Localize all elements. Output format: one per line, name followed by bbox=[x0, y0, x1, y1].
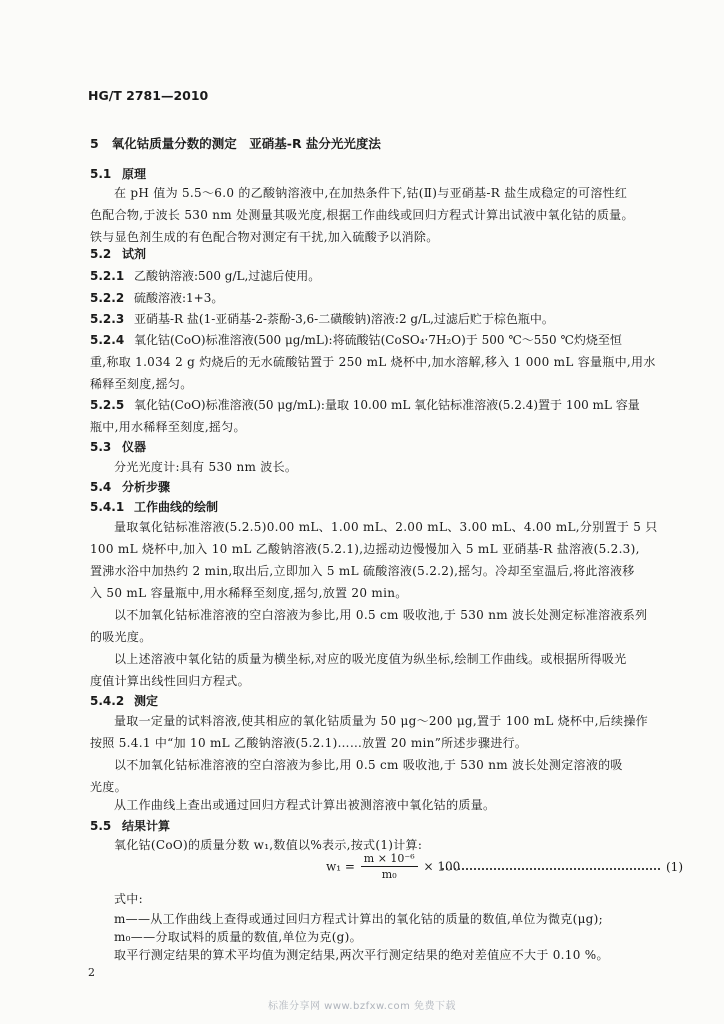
paragraph-line: 的吸光度。 bbox=[90, 630, 152, 644]
section-5-2-heading bbox=[90, 245, 146, 262]
section-5-heading bbox=[90, 134, 381, 152]
paragraph-line: 量取氧化钴标准溶液(5.2.5)0.00 mL、1.00 mL、2.00 mL、3.00 mL、4.00 mL,分别置于 5 只 bbox=[114, 520, 658, 534]
section-title: 工作曲线的绘制 bbox=[134, 500, 219, 514]
paragraph-line: 量取一定量的试料溶液,使其相应的氧化钴质量为 50 μg～200 μg,置于 100 mL 烧杯中,后续操作 bbox=[114, 714, 648, 728]
section-number: 5.2 bbox=[90, 247, 112, 261]
formula-numerator: m × 10⁻⁶ bbox=[361, 852, 418, 867]
item-number: 5.2.5 bbox=[90, 398, 125, 412]
paragraph-line: 光度。 bbox=[90, 780, 127, 794]
formula-fraction bbox=[361, 852, 418, 881]
paragraph-line: 取平行测定结果的算术平均值为测定结果,两次平行测定结果的绝对差值应不大于 0.10 %。 bbox=[114, 948, 609, 962]
paragraph-line: 以不加氧化钴标准溶液的空白溶液为参比,用 0.5 cm 吸收池,于 530 nm 波长处测定溶液的吸 bbox=[114, 758, 623, 772]
section-number: 5.3 bbox=[90, 440, 112, 454]
item-text: 亚硝基-R 盐(1-亚硝基-2-萘酚-3,6-二磺酸钠)溶液:2 g/L,过滤后贮于棕色瓶中。 bbox=[134, 312, 554, 326]
item-number: 5.2.1 bbox=[90, 269, 125, 283]
where-label: 式中: bbox=[114, 892, 143, 906]
paragraph-line: 在 pH 值为 5.5～6.0 的乙酸钠溶液中,在加热条件下,钴(Ⅱ)与亚硝基-R 盐生成稳定的可溶性红 bbox=[114, 186, 628, 200]
formula-rhs: × 100 bbox=[423, 859, 461, 874]
section-number: 5.4.1 bbox=[90, 500, 125, 514]
paragraph-line: 以不加氧化钴标准溶液的空白溶液为参比,用 0.5 cm 吸收池,于 530 nm 波长处测定标准溶液系列 bbox=[114, 608, 648, 622]
reagent-item bbox=[90, 310, 554, 327]
section-title: 原理 bbox=[122, 167, 147, 181]
section-title: 氧化钴质量分数的测定 亚硝基-R 盐分光光度法 bbox=[111, 136, 381, 151]
equation-number: (1) bbox=[666, 860, 683, 874]
paragraph-line: 按照 5.4.1 中“加 10 mL 乙酸钠溶液(5.2.1)……放置 20 min”所述步骤进行。 bbox=[90, 736, 528, 750]
item-text: 氧化钴(CoO)标准溶液(500 μg/mL):将硫酸钴(CoSO₄·7H₂O)于 500 ℃～550 ℃灼烧至恒 bbox=[134, 333, 622, 347]
section-title: 分析步骤 bbox=[122, 480, 171, 494]
paragraph-line: 置沸水浴中加热约 2 min,取出后,立即加入 5 mL 硫酸溶液(5.2.2),摇匀。冷却至室温后,将此溶液移 bbox=[90, 564, 635, 578]
reagent-item bbox=[90, 267, 320, 284]
section-5-4-heading bbox=[90, 478, 170, 495]
definition-line: m₀——分取试料的质量的数值,单位为克(g)。 bbox=[114, 930, 362, 944]
paragraph-line: 氧化钴(CoO)的质量分数 w₁,数值以%表示,按式(1)计算: bbox=[114, 838, 423, 852]
section-title: 测定 bbox=[134, 694, 159, 708]
item-number: 5.2.2 bbox=[90, 291, 125, 305]
paragraph-line: 度值计算出线性回归方程式。 bbox=[90, 674, 250, 688]
reagent-item bbox=[90, 289, 223, 306]
paragraph-line: 入 50 mL 容量瓶中,用水稀释至刻度,摇匀,放置 20 min。 bbox=[90, 586, 408, 600]
formula bbox=[326, 852, 460, 881]
item-text: 氧化钴(CoO)标准溶液(50 μg/mL):量取 10.00 mL 氧化钴标准溶液(5.2.4)置于 100 mL 容量 bbox=[134, 398, 640, 412]
item-text: 硫酸溶液:1+3。 bbox=[134, 291, 224, 305]
section-number: 5.4 bbox=[90, 480, 112, 494]
formula-denominator: m₀ bbox=[381, 868, 397, 881]
watermark: 标准分享网 www.bzfxw.com 免费下载 bbox=[268, 1001, 456, 1012]
section-number: 5 bbox=[90, 136, 99, 151]
section-title: 仪器 bbox=[122, 440, 147, 454]
section-5-3-heading bbox=[90, 438, 146, 455]
section-title: 试剂 bbox=[122, 247, 147, 261]
paragraph-line: 色配合物,于波长 530 nm 处测量其吸光度,根据工作曲线或回归方程式计算出试液中氧化钴的质量。 bbox=[90, 208, 634, 222]
paragraph-line: 分光光度计:具有 530 nm 波长。 bbox=[114, 460, 298, 474]
paragraph-line: 100 mL 烧杯中,加入 10 mL 乙酸钠溶液(5.2.1),边摇动边慢慢加入 5 mL 亚硝基-R 盐溶液(5.2.3), bbox=[90, 542, 640, 556]
paragraph-line: 稀释至刻度,摇匀。 bbox=[90, 377, 193, 391]
item-number: 5.2.3 bbox=[90, 312, 125, 326]
reagent-item bbox=[90, 331, 622, 348]
section-number: 5.5 bbox=[90, 819, 112, 833]
definition-line: m——从工作曲线上查得或通过回归方程式计算出的氧化钴的质量的数值,单位为微克(μg); bbox=[114, 912, 603, 926]
reagent-item bbox=[90, 396, 640, 413]
paragraph-line: 重,称取 1.034 2 g 灼烧后的无水硫酸钴置于 250 mL 烧杯中,加水溶解,移入 1 000 mL 容量瓶中,用水 bbox=[90, 355, 656, 369]
page-number: 2 bbox=[88, 966, 95, 979]
section-title: 结果计算 bbox=[122, 819, 171, 833]
section-5-4-2-heading bbox=[90, 692, 158, 709]
formula-lhs: w₁ = bbox=[326, 859, 355, 874]
paragraph-line: 铁与显色剂生成的有色配合物对测定有干扰,加入硫酸予以消除。 bbox=[90, 230, 439, 244]
section-5-4-1-heading bbox=[90, 498, 218, 515]
leader-dots bbox=[442, 868, 660, 870]
item-text: 乙酸钠溶液:500 g/L,过滤后使用。 bbox=[134, 269, 321, 283]
paragraph-line: 瓶中,用水稀释至刻度,摇匀。 bbox=[90, 420, 246, 434]
section-number: 5.4.2 bbox=[90, 694, 125, 708]
section-5-1-heading bbox=[90, 165, 146, 182]
standard-id: HG/T 2781—2010 bbox=[88, 88, 209, 103]
section-5-5-heading bbox=[90, 817, 170, 834]
paragraph-line: 从工作曲线上查出或通过回归方程式计算出被测溶液中氧化钴的质量。 bbox=[114, 798, 496, 812]
item-number: 5.2.4 bbox=[90, 333, 125, 347]
paragraph-line: 以上述溶液中氧化钴的质量为横坐标,对应的吸光度值为纵坐标,绘制工作曲线。或根据所得吸光 bbox=[114, 652, 627, 666]
section-number: 5.1 bbox=[90, 167, 112, 181]
